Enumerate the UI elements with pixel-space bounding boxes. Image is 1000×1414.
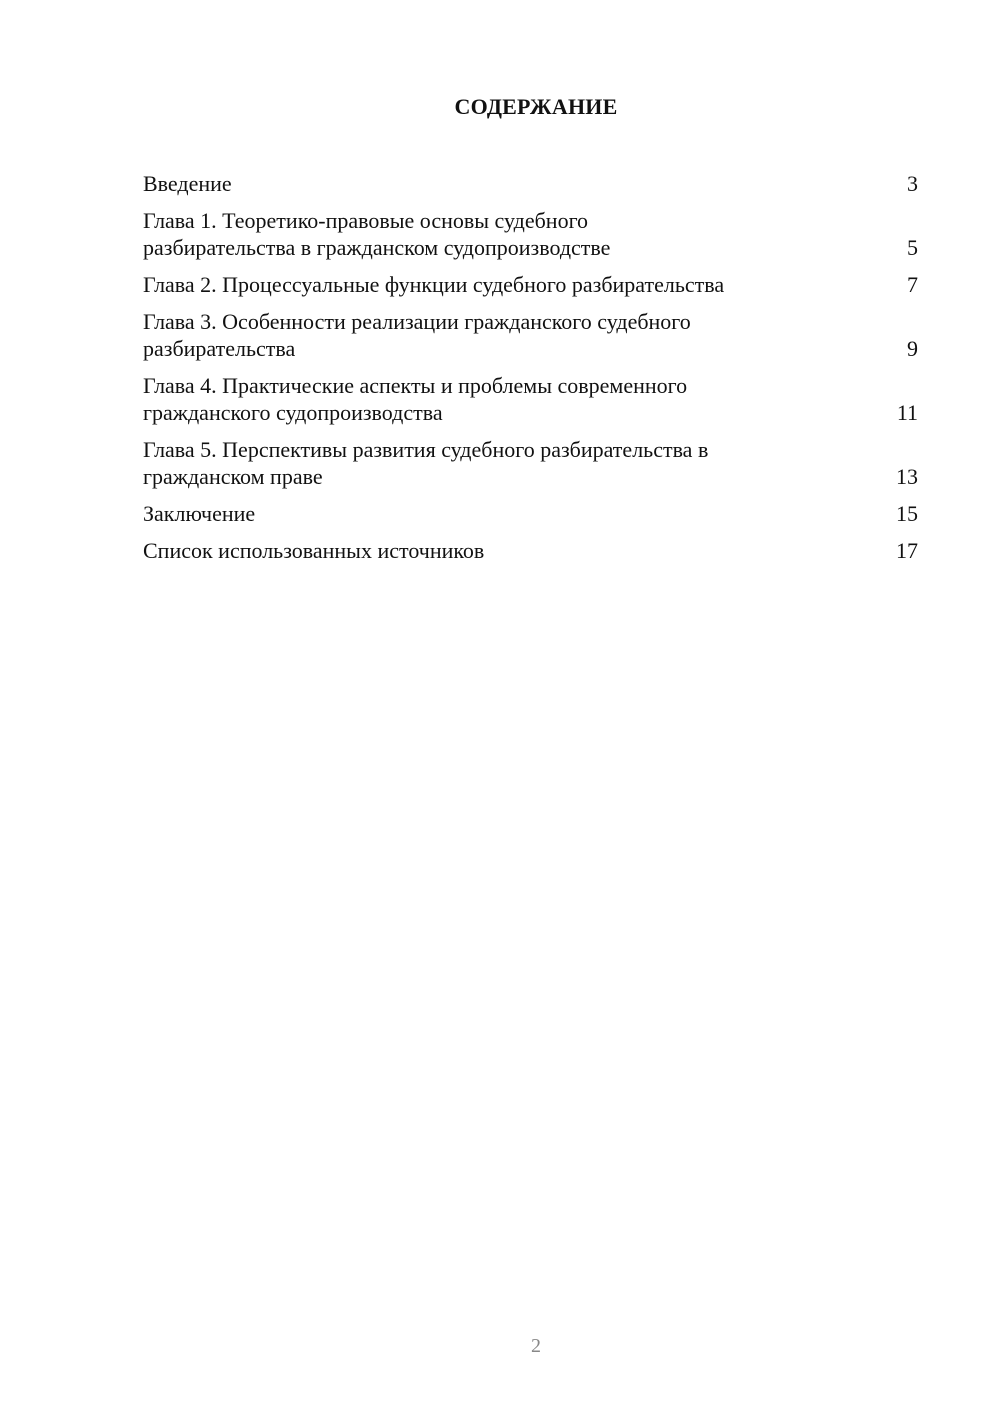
toc-entry-page: 7 — [907, 272, 918, 297]
toc-entry-page: 9 — [907, 336, 918, 361]
toc-entry-conclusion — [143, 500, 918, 527]
toc-entry-line: разбирательства — [143, 336, 296, 361]
toc-entry-label — [143, 500, 823, 527]
toc-entry-chapter-4 — [143, 372, 918, 426]
toc-heading: СОДЕРЖАНИЕ — [454, 94, 618, 119]
toc-entry-page: 13 — [896, 464, 918, 489]
toc-entry-line: Глава 3. Особенности реализации гражданского судебного — [143, 309, 691, 334]
toc-entry-line: Глава 4. Практические аспекты и проблемы современного — [143, 373, 688, 398]
toc-entry-line: Заключение — [143, 501, 256, 526]
toc-entry-references — [143, 537, 918, 564]
toc-entry-line: гражданского судопроизводства — [143, 400, 443, 425]
toc-entry-label — [143, 308, 823, 362]
toc-entry-label — [143, 537, 823, 564]
toc-entry-line: Глава 5. Перспективы развития судебного разбирательства в — [143, 437, 709, 462]
toc-entry-line: Список использованных источников — [143, 538, 485, 563]
toc-entry-line: Глава 1. Теоретико-правовые основы судебного — [143, 208, 589, 233]
table-of-contents — [143, 170, 918, 574]
toc-entry-line: гражданском праве — [143, 464, 323, 489]
toc-entry-page: 11 — [896, 400, 918, 425]
toc-entry-label — [143, 372, 823, 426]
toc-entry-label — [143, 207, 823, 261]
toc-entry-chapter-5 — [143, 436, 918, 490]
toc-entry-label — [143, 170, 823, 197]
page-number: 2 — [531, 1335, 541, 1357]
toc-entry-chapter-3 — [143, 308, 918, 362]
toc-entry-page: 17 — [896, 538, 918, 563]
toc-entry-page: 15 — [896, 501, 918, 526]
toc-entry-label — [143, 271, 823, 298]
toc-entry-line: разбирательства в гражданском судопроизводстве — [143, 235, 611, 260]
toc-entry-page: 3 — [907, 171, 918, 196]
toc-entry-page: 5 — [907, 235, 918, 260]
toc-entry-line: Глава 2. Процессуальные функции судебного разбирательства — [143, 272, 725, 297]
toc-entry-line: Введение — [143, 171, 232, 196]
toc-entry-chapter-1 — [143, 207, 918, 261]
toc-entry-label — [143, 436, 823, 490]
toc-entry-introduction — [143, 170, 918, 197]
toc-entry-chapter-2 — [143, 271, 918, 298]
